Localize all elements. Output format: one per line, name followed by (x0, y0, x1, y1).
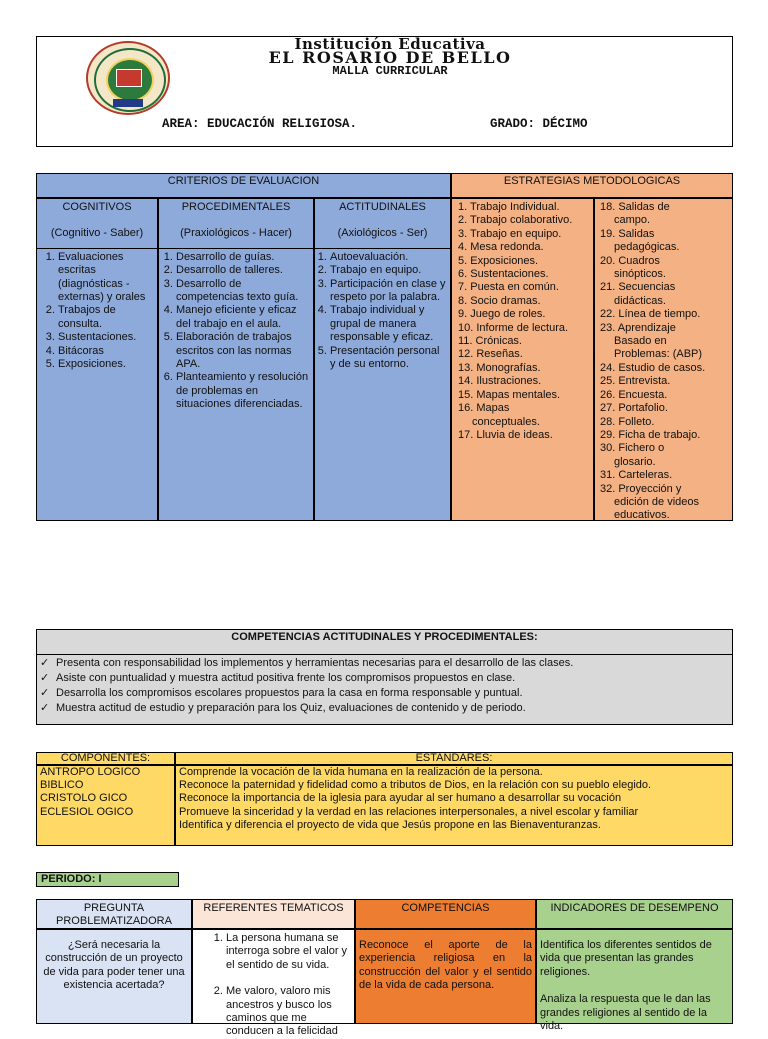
procedimentales-title: PROCEDIMENTALES (181, 201, 291, 213)
estrategia-item: 3. Trabajo en equipo. (458, 227, 562, 240)
competencia-actitudinal-text: Asiste con puntualidad y muestra actitud positiva frente los compromisos propuestos en clase. (56, 672, 516, 684)
checkmark-icon: ✓ (40, 702, 50, 714)
competencias-actitudinales-list (37, 656, 732, 716)
competencias-actitudinales-box (36, 629, 733, 725)
competencia-cell: Reconoce el aporte de la experiencia religiosa en la construcción del valor y el sentido de la vida de cada persona. (355, 929, 536, 1024)
procedimentales-list (162, 251, 310, 412)
area-label: AREA: EDUCACIÓN RELIGIOSA. (162, 117, 358, 131)
procedimentales-item: 2. Desarrollo de talleres. (176, 264, 310, 277)
estrategias-title: ESTRATEGIAS METODOLOGICAS (451, 173, 733, 198)
estrategia-item: edición de videos (614, 495, 700, 508)
criterios-title: CRITERIOS DE EVALUACION (36, 173, 451, 198)
cognitivos-title: COGNITIVOS (62, 201, 132, 213)
periodo-label: PERIODO: I (36, 872, 179, 887)
estrategia-item: 7. Puesta en común. (458, 281, 559, 294)
estrategias-list-1 (458, 201, 590, 442)
estandares-header: ESTANDARES: (175, 752, 733, 765)
estrategia-item: campo. (614, 214, 651, 227)
estandares-list (175, 765, 733, 846)
estrategias-column-2 (594, 198, 733, 521)
estrategia-item: 32. Proyección y (600, 482, 682, 495)
procedimentales-item: 1. Desarrollo de guías. (176, 251, 310, 264)
estrategia-item: 11. Crónicas. (458, 335, 522, 348)
estrategia-item: educativos. (614, 509, 670, 522)
indicadores-header: INDICADORES DE DESEMPENO (536, 899, 733, 929)
estandar-item: Reconoce la importancia de la iglesia para ayudar al ser humano a desarrollar su vocación (179, 792, 622, 805)
cognitivos-item: 4. Bitácoras (58, 345, 154, 358)
estrategia-item: glosario. (614, 455, 656, 468)
estrategia-item: 29. Ficha de trabajo. (600, 428, 701, 441)
estrategia-item: 2. Trabajo colaborativo. (458, 214, 573, 227)
estrategia-item: pedagógicas. (614, 241, 680, 254)
referentes-cell (192, 929, 355, 1038)
estrategia-item: 26. Encuesta. (600, 388, 668, 401)
referente-item: 2. Me valoro, valoro mis ancestros y busco los caminos que me conducen a la felicidad (226, 985, 351, 1039)
checkmark-icon: ✓ (40, 672, 50, 684)
estrategia-item: 25. Entrevista. (600, 375, 671, 388)
checkmark-icon: ✓ (40, 687, 50, 699)
indicadores-cell (536, 929, 733, 1033)
institution-name (200, 35, 580, 67)
document-subtitle: MALLA CURRICULAR (332, 64, 448, 78)
cognitivos-item: 2. Trabajos de consulta. (58, 304, 154, 331)
pregunta-cell: ¿Será necesaria la construcción de un proyecto de vida para poder tener una existencia acertada? (36, 929, 192, 1024)
estrategia-item: 5. Exposiciones. (458, 254, 539, 267)
procedimentales-item: 3. Desarrollo de competencias texto guía. (176, 278, 310, 305)
estrategia-item: 28. Folleto. (600, 415, 655, 428)
estrategia-item: 9. Juego de roles. (458, 308, 546, 321)
procedimentales-item: 5. Elaboración de trabajos escritos con las normas APA. (176, 331, 310, 371)
estrategia-item: 17. Lluvia de ideas. (458, 428, 553, 441)
referente-item: 1. La persona humana se interroga sobre el valor y el sentido de su vida. (226, 932, 351, 972)
actitudinales-column (314, 198, 451, 521)
estrategia-item: conceptuales. (472, 415, 540, 428)
competencia-actitudinal-item (37, 671, 732, 686)
componentes-header: COMPONENTES: (36, 752, 175, 765)
competencias-header: COMPETENCIAS (355, 899, 536, 929)
indicador-item: Identifica los diferentes sentidos de vida que presentan las grandes religiones. (540, 939, 712, 978)
procedimentales-item: 4. Manejo eficiente y eficaz del trabajo en el aula. (176, 304, 310, 331)
estrategias-column-1 (451, 198, 594, 521)
estrategia-item: sinópticos. (614, 268, 666, 281)
competencia-actitudinal-text: Muestra actitud de estudio y preparación para los Quiz, evaluaciones de contenido y de periodo. (56, 702, 526, 714)
estrategia-item: 16. Mapas (458, 402, 510, 415)
estandar-item: Reconoce la paternidad y fidelidad como a tributos de Dios, en la relación con su pueblo elegido. (179, 779, 652, 792)
pregunta-header: PREGUNTA PROBLEMATIZADORA (36, 899, 192, 929)
competencias-actitudinales-title: COMPETENCIAS ACTITUDINALES Y PROCEDIMENTALES: (37, 630, 732, 655)
estrategia-item: 27. Portafolio. (600, 402, 668, 415)
estrategia-item: 23. Aprendizaje (600, 321, 676, 334)
estrategia-item: 14. Ilustraciones. (458, 375, 542, 388)
estrategias-list-2 (600, 201, 729, 523)
competencia-actitudinal-text: Desarrolla los compromisos escolares propuestos para la casa en forma responsable y puntual. (56, 687, 523, 699)
actitudinales-item: 4. Trabajo individual y grupal de manera responsable y eficaz. (330, 304, 447, 344)
estrategia-item: 4. Mesa redonda. (458, 241, 544, 254)
cognitivos-column (36, 198, 158, 521)
estrategia-item: 22. Línea de tiempo. (600, 308, 701, 321)
componente-name: ECLESIOL OGICO (40, 805, 134, 818)
estandar-item: Promueve la sinceridad y la verdad en las relaciones interpersonales, a nivel escolar y familiar (179, 805, 639, 818)
estrategia-item: 21. Secuencias (600, 281, 676, 294)
referentes-header: REFERENTES TEMATICOS (192, 899, 355, 929)
institution-line1: Institución Educativa (294, 35, 486, 53)
componente-name: ANTROPO LOGICO (40, 766, 141, 778)
competencia-actitudinal-text: Presenta con responsabilidad los implementos y herramientas necesarias para el desarrollo de las clases. (56, 657, 574, 669)
cognitivos-item: 5. Exposiciones. (58, 358, 154, 371)
estrategia-item: 19. Salidas (600, 227, 655, 240)
estrategia-item: 30. Fichero o (600, 442, 665, 455)
estrategia-item: 1. Trabajo Individual. (458, 201, 560, 213)
cognitivos-subtitle: (Cognitivo - Saber) (50, 227, 144, 240)
competencia-actitudinal-item (37, 701, 732, 716)
school-seal-logo (86, 41, 170, 115)
estrategia-item: 31. Carteleras. (600, 469, 673, 482)
actitudinales-item: 1. Autoevaluación. (330, 251, 447, 264)
checkmark-icon: ✓ (40, 657, 50, 669)
competencia-actitudinal-item (37, 656, 732, 671)
estrategia-item: 8. Socio dramas. (458, 294, 541, 307)
cognitivos-item: 1. Evaluaciones escritas (diagnósticas - externas) y orales (58, 251, 154, 305)
componente-name: BIBLICO (40, 779, 84, 792)
estrategia-item: 12. Reseñas. (458, 348, 523, 361)
cognitivos-item: 3. Sustentaciones. (58, 331, 154, 344)
actitudinales-title: ACTITUDINALES (339, 201, 426, 213)
estrategia-item: 20. Cuadros (600, 254, 660, 267)
procedimentales-subtitle: (Praxiológicos - Hacer) (180, 227, 292, 240)
actitudinales-subtitle: (Axiológicos - Ser) (337, 227, 428, 240)
estrategia-item: didácticas. (614, 294, 666, 307)
institution-line2: EL ROSARIO DE BELLO (268, 48, 512, 67)
grado-label: GRADO: DÉCIMO (490, 117, 588, 131)
estrategia-item: 18. Salidas de (600, 201, 670, 213)
estrategia-item: 15. Mapas mentales. (458, 388, 561, 401)
estrategia-item: 6. Sustentaciones. (458, 268, 549, 281)
estrategia-item: 24. Estudio de casos. (600, 361, 706, 374)
procedimentales-column (158, 198, 314, 521)
cognitivos-list (40, 251, 154, 372)
competencia-actitudinal-item (37, 686, 732, 701)
actitudinales-item: 5. Presentación personal y de su entorno. (330, 345, 447, 372)
procedimentales-item: 6. Planteamiento y resolución de problemas en situaciones diferenciadas. (176, 371, 310, 411)
estrategia-item: Problemas: (ABP) (614, 348, 703, 361)
estandar-item: Comprende la vocación de la vida humana en la realización de la persona. (179, 766, 543, 778)
estandar-item: Identifica y diferencia el proyecto de vida que Jesús propone en las Bienaventuranzas. (179, 818, 601, 831)
indicador-item: Analiza la respuesta que le dan las grandes religiones al sentido de la vida. (540, 993, 711, 1033)
componente-name: CRISTOLO GICO (40, 792, 128, 805)
actitudinales-item: 2. Trabajo en equipo. (330, 264, 447, 277)
estrategia-item: 10. Informe de lectura. (458, 321, 569, 334)
actitudinales-item: 3. Participación en clase y respeto por la palabra. (330, 278, 447, 305)
componentes-list (36, 765, 175, 846)
actitudinales-list (318, 251, 447, 372)
estrategia-item: 13. Monografías. (458, 361, 541, 374)
estrategia-item: Basado en (614, 335, 667, 348)
